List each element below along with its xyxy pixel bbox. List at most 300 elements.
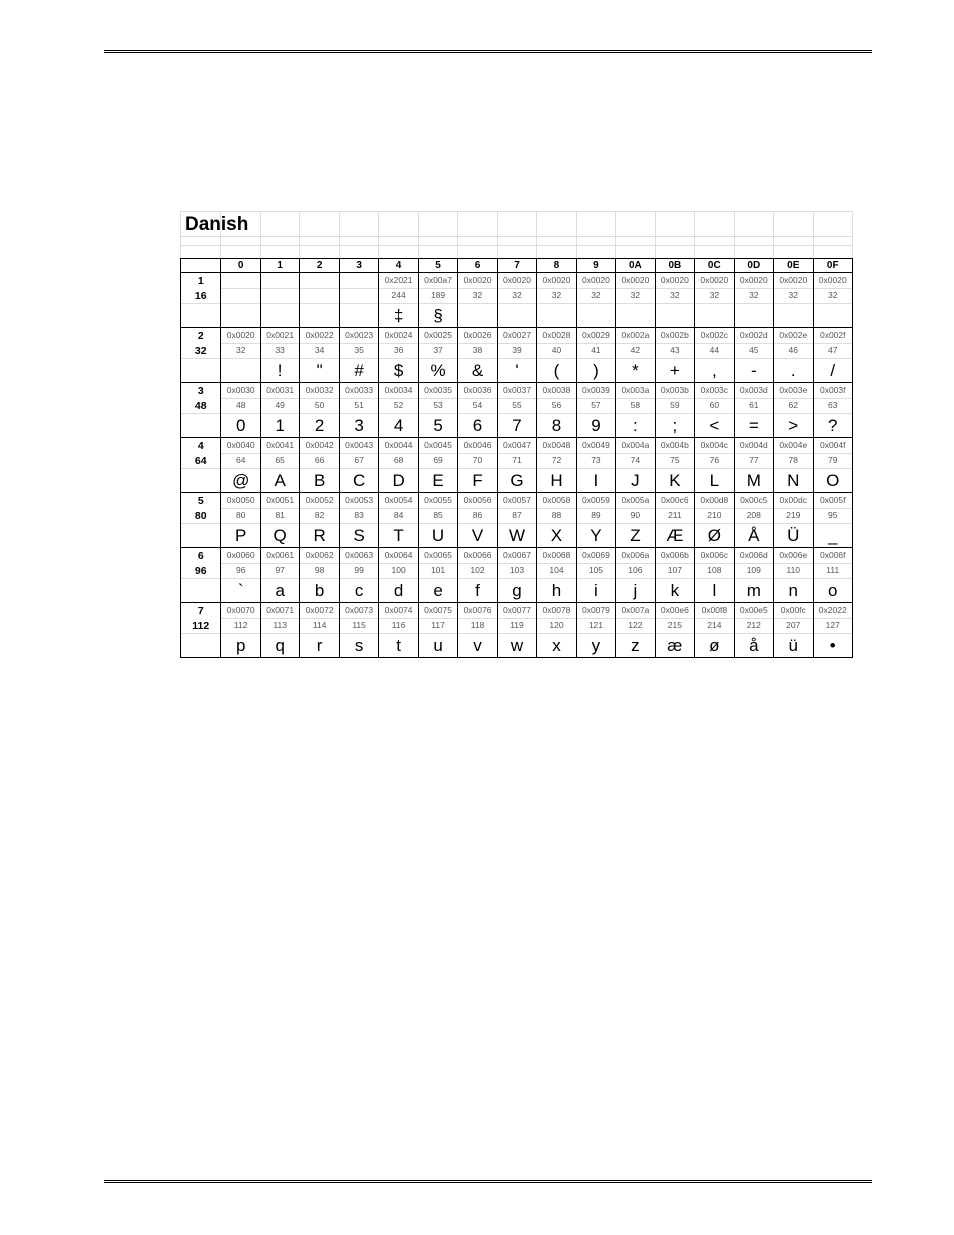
char-cell — [694, 328, 733, 382]
decimal-code: 109 — [735, 563, 773, 579]
char-cell — [655, 548, 694, 602]
char-cell — [260, 603, 299, 657]
char-cell — [418, 603, 457, 657]
character-glyph: ø — [709, 636, 720, 655]
row-label-top: 3 — [197, 385, 204, 397]
character-glyph: . — [790, 361, 796, 380]
char-cell — [576, 493, 615, 547]
character-glyph: H — [550, 471, 563, 490]
char-cell — [773, 438, 812, 492]
decimal-code: 101 — [419, 563, 457, 579]
unicode-hex: 0x0079 — [577, 603, 615, 619]
unicode-hex: 0x006b — [656, 548, 694, 564]
character-glyph: æ — [667, 636, 683, 655]
char-cell — [299, 548, 338, 602]
unicode-hex: 0x005a — [616, 493, 654, 509]
decimal-code: 78 — [774, 453, 812, 469]
character-glyph: = — [748, 416, 759, 435]
character-glyph: l — [712, 581, 717, 600]
decimal-code: 120 — [537, 618, 575, 634]
decimal-code: 61 — [735, 398, 773, 414]
char-cell — [497, 438, 536, 492]
row-label-top: 2 — [197, 330, 204, 342]
char-cell — [299, 603, 338, 657]
unicode-hex: 0x0040 — [221, 438, 259, 454]
char-cell — [260, 438, 299, 492]
row-label — [181, 383, 220, 437]
unicode-hex: 0x006e — [774, 548, 812, 564]
decimal-code: 104 — [537, 563, 575, 579]
unicode-hex: 0x0056 — [458, 493, 496, 509]
unicode-hex: 0x0038 — [537, 383, 575, 399]
unicode-hex: 0x004b — [656, 438, 694, 454]
char-cell — [536, 603, 575, 657]
unicode-hex: 0x0043 — [340, 438, 378, 454]
character-glyph: D — [392, 471, 405, 490]
char-cell — [220, 273, 259, 327]
character-glyph — [774, 303, 812, 327]
char-cell — [339, 273, 378, 327]
table-row — [181, 273, 852, 328]
char-cell — [339, 383, 378, 437]
char-cell — [260, 273, 299, 327]
decimal-code: 83 — [340, 508, 378, 524]
danish-charset-table — [180, 211, 853, 658]
unicode-hex: 0x0021 — [261, 328, 299, 344]
character-glyph: R — [313, 526, 326, 545]
unicode-hex: 0x0066 — [458, 548, 496, 564]
char-cell — [813, 273, 852, 327]
unicode-hex: 0x0076 — [458, 603, 496, 619]
character-glyph: 8 — [551, 416, 562, 435]
character-glyph: P — [235, 526, 247, 545]
char-cell — [299, 438, 338, 492]
table-row — [181, 383, 852, 438]
character-glyph: n — [788, 581, 798, 600]
decimal-code: 51 — [340, 398, 378, 414]
decimal-code: 37 — [419, 343, 457, 359]
column-header: 0C — [694, 259, 733, 272]
decimal-code: 47 — [814, 343, 852, 359]
decimal-code: 44 — [695, 343, 733, 359]
char-cell — [536, 273, 575, 327]
char-cell — [497, 273, 536, 327]
column-header-row — [181, 259, 852, 273]
row-label — [181, 603, 220, 657]
unicode-hex: 0x0044 — [379, 438, 417, 454]
char-cell — [773, 493, 812, 547]
unicode-hex: 0x0071 — [261, 603, 299, 619]
unicode-hex: 0x00f8 — [695, 603, 733, 619]
column-header: 5 — [418, 259, 457, 272]
character-glyph: d — [393, 581, 404, 600]
unicode-hex: 0x0075 — [419, 603, 457, 619]
unicode-hex: 0x0074 — [379, 603, 417, 619]
character-glyph: < — [709, 416, 720, 435]
unicode-hex: 0x0077 — [498, 603, 536, 619]
decimal-code: 97 — [261, 563, 299, 579]
character-glyph: U — [431, 526, 445, 545]
unicode-hex: 0x0024 — [379, 328, 417, 344]
unicode-hex — [300, 273, 338, 289]
decimal-code: 113 — [261, 618, 299, 634]
character-glyph: o — [828, 581, 838, 600]
decimal-code: 117 — [419, 618, 457, 634]
unicode-hex: 0x004e — [774, 438, 812, 454]
row-label-bottom: 96 — [194, 565, 207, 577]
unicode-hex: 0x0037 — [498, 383, 536, 399]
character-glyph: 2 — [314, 416, 325, 435]
column-header: 1 — [260, 259, 299, 272]
unicode-hex: 0x004f — [814, 438, 852, 454]
char-cell — [536, 328, 575, 382]
unicode-hex: 0x2022 — [814, 603, 852, 619]
character-glyph: ü — [788, 636, 798, 655]
character-glyph: $ — [393, 361, 404, 380]
unicode-hex: 0x0029 — [577, 328, 615, 344]
unicode-hex: 0x002f — [814, 328, 852, 344]
unicode-hex: 0x005f — [814, 493, 852, 509]
unicode-hex: 0x0047 — [498, 438, 536, 454]
character-glyph: Z — [630, 526, 641, 545]
decimal-code: 33 — [261, 343, 299, 359]
character-glyph: q — [275, 636, 285, 655]
char-cell — [655, 438, 694, 492]
unicode-hex: 0x003b — [656, 383, 694, 399]
row-label-bottom: 48 — [194, 400, 207, 412]
unicode-hex: 0x0033 — [340, 383, 378, 399]
table-row — [181, 328, 852, 383]
char-cell — [576, 438, 615, 492]
decimal-code — [340, 288, 378, 304]
unicode-hex — [261, 273, 299, 289]
unicode-hex: 0x0020 — [498, 273, 536, 289]
character-glyph: L — [709, 471, 720, 490]
unicode-hex: 0x0062 — [300, 548, 338, 564]
decimal-code: 210 — [695, 508, 733, 524]
decimal-code: 99 — [340, 563, 378, 579]
unicode-hex: 0x0064 — [379, 548, 417, 564]
footer-rule — [104, 1180, 872, 1183]
row-label-bottom: 80 — [194, 510, 207, 522]
column-header: 0B — [655, 259, 694, 272]
unicode-hex: 0x002d — [735, 328, 773, 344]
unicode-hex: 0x002a — [616, 328, 654, 344]
char-cell — [299, 328, 338, 382]
character-glyph — [300, 303, 338, 327]
character-glyph — [221, 303, 259, 327]
decimal-code: 45 — [735, 343, 773, 359]
decimal-code: 211 — [656, 508, 694, 524]
decimal-code: 118 — [458, 618, 496, 634]
decimal-code: 32 — [221, 343, 259, 359]
decimal-code: 40 — [537, 343, 575, 359]
unicode-hex: 0x0020 — [695, 273, 733, 289]
unicode-hex: 0x0063 — [340, 548, 378, 564]
decimal-code: 41 — [577, 343, 615, 359]
decimal-code: 72 — [537, 453, 575, 469]
table-row — [181, 493, 852, 548]
character-glyph — [656, 303, 694, 327]
char-cell — [813, 548, 852, 602]
character-glyph — [814, 303, 852, 327]
char-cell — [378, 438, 417, 492]
row-label — [181, 438, 220, 492]
unicode-hex: 0x0030 — [221, 383, 259, 399]
char-cell — [220, 438, 259, 492]
unicode-hex: 0x0020 — [616, 273, 654, 289]
unicode-hex: 0x004c — [695, 438, 733, 454]
character-glyph: G — [510, 471, 524, 490]
char-cell — [813, 438, 852, 492]
decimal-code: 80 — [221, 508, 259, 524]
char-cell — [378, 328, 417, 382]
unicode-hex: 0x0053 — [340, 493, 378, 509]
decimal-code: 95 — [814, 508, 852, 524]
char-cell — [418, 383, 457, 437]
char-cell — [734, 328, 773, 382]
decimal-code: 79 — [814, 453, 852, 469]
char-cell — [339, 548, 378, 602]
column-header: 4 — [378, 259, 417, 272]
character-glyph: ? — [828, 416, 838, 435]
character-glyph: * — [632, 361, 639, 380]
char-cell — [576, 328, 615, 382]
char-cell — [260, 493, 299, 547]
unicode-hex — [340, 273, 378, 289]
character-glyph: ) — [593, 361, 599, 380]
char-cell — [378, 383, 417, 437]
character-glyph: i — [594, 581, 598, 600]
column-header: 0D — [734, 259, 773, 272]
unicode-hex: 0x0046 — [458, 438, 496, 454]
row-label-top: 1 — [197, 275, 204, 287]
decimal-code: 62 — [774, 398, 812, 414]
character-glyph: b — [314, 581, 325, 600]
character-glyph — [261, 303, 299, 327]
char-cell — [655, 383, 694, 437]
decimal-code: 121 — [577, 618, 615, 634]
decimal-code: 208 — [735, 508, 773, 524]
unicode-hex: 0x0070 — [221, 603, 259, 619]
decimal-code: 68 — [379, 453, 417, 469]
char-cell — [615, 548, 654, 602]
unicode-hex: 0x0034 — [379, 383, 417, 399]
char-cell — [497, 548, 536, 602]
decimal-code: 105 — [577, 563, 615, 579]
character-glyph: y — [591, 636, 601, 655]
decimal-code: 69 — [419, 453, 457, 469]
decimal-code: 32 — [695, 288, 733, 304]
character-glyph: N — [787, 471, 800, 490]
decimal-code: 189 — [419, 288, 457, 304]
character-glyph: " — [316, 361, 323, 380]
row-label-top: 4 — [197, 440, 204, 452]
character-glyph: r — [316, 636, 323, 655]
char-cell — [418, 328, 457, 382]
char-cell — [576, 548, 615, 602]
decimal-code: 38 — [458, 343, 496, 359]
char-cell — [615, 273, 654, 327]
decimal-code: 119 — [498, 618, 536, 634]
char-cell — [339, 603, 378, 657]
char-cell — [339, 438, 378, 492]
character-glyph: Å — [748, 526, 760, 545]
character-glyph: Ø — [707, 526, 721, 545]
character-glyph: u — [433, 636, 443, 655]
char-cell — [655, 273, 694, 327]
unicode-hex: 0x00e5 — [735, 603, 773, 619]
character-glyph — [537, 303, 575, 327]
unicode-hex: 0x0051 — [261, 493, 299, 509]
unicode-hex: 0x0045 — [419, 438, 457, 454]
decimal-code: 67 — [340, 453, 378, 469]
char-cell — [339, 493, 378, 547]
decimal-code: 89 — [577, 508, 615, 524]
decimal-code: 32 — [537, 288, 575, 304]
column-header: 0A — [615, 259, 654, 272]
unicode-hex: 0x00c6 — [656, 493, 694, 509]
character-glyph: _ — [828, 526, 838, 545]
character-glyph: > — [788, 416, 799, 435]
character-glyph: Ü — [787, 526, 800, 545]
unicode-hex: 0x0020 — [577, 273, 615, 289]
character-glyph: & — [471, 361, 484, 380]
character-glyph: E — [432, 471, 444, 490]
unicode-hex: 0x0069 — [577, 548, 615, 564]
character-glyph: W — [508, 526, 525, 545]
character-glyph: g — [512, 581, 522, 600]
decimal-code: 64 — [221, 453, 259, 469]
title-area — [180, 211, 853, 258]
row-label-bottom: 32 — [194, 345, 207, 357]
decimal-code: 111 — [814, 563, 852, 579]
decimal-code: 214 — [695, 618, 733, 634]
decimal-code: 32 — [735, 288, 773, 304]
char-cell — [734, 548, 773, 602]
character-glyph: / — [830, 361, 836, 380]
decimal-code: 106 — [616, 563, 654, 579]
character-glyph: + — [669, 361, 680, 380]
char-cell — [813, 493, 852, 547]
decimal-code: 32 — [458, 288, 496, 304]
char-cell — [813, 328, 852, 382]
char-cell — [694, 548, 733, 602]
table-row — [181, 548, 852, 603]
char-cell — [497, 328, 536, 382]
decimal-code: 34 — [300, 343, 338, 359]
char-cell — [378, 548, 417, 602]
char-cell — [260, 548, 299, 602]
char-cell — [694, 603, 733, 657]
decimal-code: 46 — [774, 343, 812, 359]
character-glyph: ‡ — [393, 306, 404, 325]
character-glyph: T — [393, 526, 404, 545]
row-label — [181, 273, 220, 327]
decimal-code: 84 — [379, 508, 417, 524]
corner-cell — [181, 259, 220, 272]
character-glyph: v — [473, 636, 482, 655]
char-cell — [536, 438, 575, 492]
character-glyph: O — [826, 471, 840, 490]
character-glyph — [221, 358, 259, 382]
char-cell — [536, 548, 575, 602]
char-cell — [220, 603, 259, 657]
decimal-code: 114 — [300, 618, 338, 634]
char-cell — [418, 438, 457, 492]
char-cell — [378, 603, 417, 657]
char-cell — [813, 383, 852, 437]
unicode-hex: 0x0078 — [537, 603, 575, 619]
unicode-hex: 0x0025 — [419, 328, 457, 344]
decimal-code: 102 — [458, 563, 496, 579]
char-cell — [457, 383, 496, 437]
decimal-code: 77 — [735, 453, 773, 469]
unicode-hex: 0x0065 — [419, 548, 457, 564]
decimal-code: 32 — [656, 288, 694, 304]
decimal-code: 98 — [300, 563, 338, 579]
char-cell — [536, 493, 575, 547]
header-rule — [104, 50, 872, 53]
character-glyph: F — [472, 471, 483, 490]
decimal-code: 42 — [616, 343, 654, 359]
row-label — [181, 548, 220, 602]
char-cell — [418, 493, 457, 547]
character-glyph: p — [235, 636, 246, 655]
unicode-hex: 0x00a7 — [419, 273, 457, 289]
decimal-code: 73 — [577, 453, 615, 469]
decimal-code: 116 — [379, 618, 417, 634]
decimal-code: 35 — [340, 343, 378, 359]
decimal-code: 43 — [656, 343, 694, 359]
unicode-hex: 0x003f — [814, 383, 852, 399]
character-glyph: t — [396, 636, 401, 655]
row-label — [181, 328, 220, 382]
char-cell — [734, 383, 773, 437]
decimal-code: 55 — [498, 398, 536, 414]
char-cell — [378, 493, 417, 547]
unicode-hex: 0x0032 — [300, 383, 338, 399]
char-cell — [655, 603, 694, 657]
character-glyph: f — [475, 581, 480, 600]
character-glyph: j — [633, 581, 638, 600]
unicode-hex: 0x0020 — [537, 273, 575, 289]
char-cell — [813, 603, 852, 657]
unicode-hex: 0x003e — [774, 383, 812, 399]
character-glyph: e — [433, 581, 443, 600]
character-glyph — [616, 303, 654, 327]
unicode-hex: 0x0059 — [577, 493, 615, 509]
character-glyph: Æ — [666, 526, 684, 545]
unicode-hex: 0x0022 — [300, 328, 338, 344]
decimal-code: 244 — [379, 288, 417, 304]
char-cell — [299, 493, 338, 547]
unicode-hex: 0x0067 — [498, 548, 536, 564]
decimal-code: 65 — [261, 453, 299, 469]
character-glyph: # — [354, 361, 364, 380]
character-glyph: @ — [232, 471, 250, 490]
char-cell — [339, 328, 378, 382]
unicode-hex: 0x2021 — [379, 273, 417, 289]
decimal-code: 53 — [419, 398, 457, 414]
decimal-code — [300, 288, 338, 304]
character-glyph: , — [711, 361, 717, 380]
decimal-code: 127 — [814, 618, 852, 634]
character-glyph: m — [746, 581, 761, 600]
character-glyph — [458, 303, 496, 327]
unicode-hex: 0x003d — [735, 383, 773, 399]
character-glyph — [735, 303, 773, 327]
